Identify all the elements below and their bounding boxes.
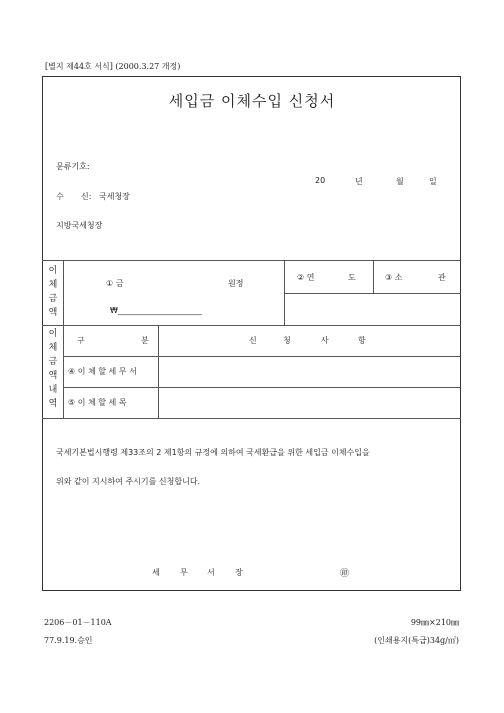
signature-char: 서 xyxy=(207,568,215,577)
body-text-line-1: 국세기본법시행령 제33조의 2 제1항의 규정에 의하여 국세환급을 위한 세입금 이체수입을 xyxy=(56,448,370,457)
table-line-header-bottom xyxy=(63,356,461,357)
col-division-1: 구 xyxy=(77,336,85,345)
body-text-line-2: 위와 같이 지시하여 주시기를 신청합니다. xyxy=(56,477,201,486)
recipient-label-2: 신: xyxy=(81,192,92,201)
table-line-amount-bottom xyxy=(42,325,461,326)
approval-date: 77.9.19.승인 xyxy=(44,636,93,645)
col-division-2: 분 xyxy=(141,336,149,345)
detail-side-char: 액 xyxy=(48,371,58,381)
paper-size: 99㎜×210㎜ xyxy=(410,618,459,627)
jurisdiction-label-2: 관 xyxy=(438,273,446,282)
amount-side-char: 체 xyxy=(48,280,58,290)
col-request-char: 항 xyxy=(358,336,366,345)
amount-line: ₩_____________________ xyxy=(110,306,202,315)
detail-side-char: 내 xyxy=(48,385,58,395)
detail-side-char: 금 xyxy=(48,357,58,367)
regional-office: 지방국세청장 xyxy=(56,221,103,230)
doc-number-label: 문류기호: xyxy=(56,162,90,171)
amount-label: ① 금 xyxy=(106,279,124,288)
row-transfer-office: ④ 이 체 할 세 무 서 xyxy=(68,367,137,376)
table-top-line xyxy=(42,260,461,261)
table-line-row1-bottom xyxy=(63,387,461,388)
seal-mark: ㊞ xyxy=(340,569,350,579)
amount-unit: 원정 xyxy=(228,279,244,288)
table-side-column-line xyxy=(63,260,64,418)
date-year: 20 xyxy=(315,176,326,185)
col-request-char: 사 xyxy=(321,336,329,345)
detail-side-char: 역 xyxy=(48,399,58,409)
date-month: 월 xyxy=(396,177,404,186)
signature-char: 세 xyxy=(152,568,160,577)
amount-side-char: 액 xyxy=(48,308,58,318)
table-amount-divider xyxy=(284,260,285,325)
signature-char: 무 xyxy=(180,568,188,577)
year-label-2: 도 xyxy=(348,273,356,282)
amount-side-char: 이 xyxy=(48,266,58,276)
table-bottom-line xyxy=(42,418,461,419)
col-request-char: 신 xyxy=(249,336,257,345)
form-reference: [별지 제44호 서식] (2000.3.27 개정) xyxy=(45,62,181,71)
jurisdiction-label: ③ 소 xyxy=(385,273,403,282)
year-label: ② 연 xyxy=(297,273,315,282)
recipient-value: 국세청장 xyxy=(99,192,130,201)
paper-spec: (인쇄용지(특급)34g/㎡) xyxy=(374,636,459,645)
form-code: 2206－01－110A xyxy=(44,618,112,627)
table-year-divider xyxy=(373,260,374,293)
table-detail-divider xyxy=(158,325,159,418)
detail-side-char: 이 xyxy=(48,329,58,339)
row-transfer-item: ⑤ 이 체 할 세 목 xyxy=(68,398,127,407)
amount-side-char: 금 xyxy=(48,294,58,304)
date-day: 일 xyxy=(429,177,437,186)
form-frame xyxy=(42,76,461,591)
form-title: 세입금 이체수입 신청서 xyxy=(168,92,336,110)
recipient-label: 수 xyxy=(56,192,64,201)
table-line-amount-mid xyxy=(284,293,461,294)
col-request-char: 청 xyxy=(283,336,291,345)
detail-side-char: 체 xyxy=(48,343,58,353)
date-year-unit: 년 xyxy=(355,177,363,186)
signature-char: 장 xyxy=(235,568,243,577)
